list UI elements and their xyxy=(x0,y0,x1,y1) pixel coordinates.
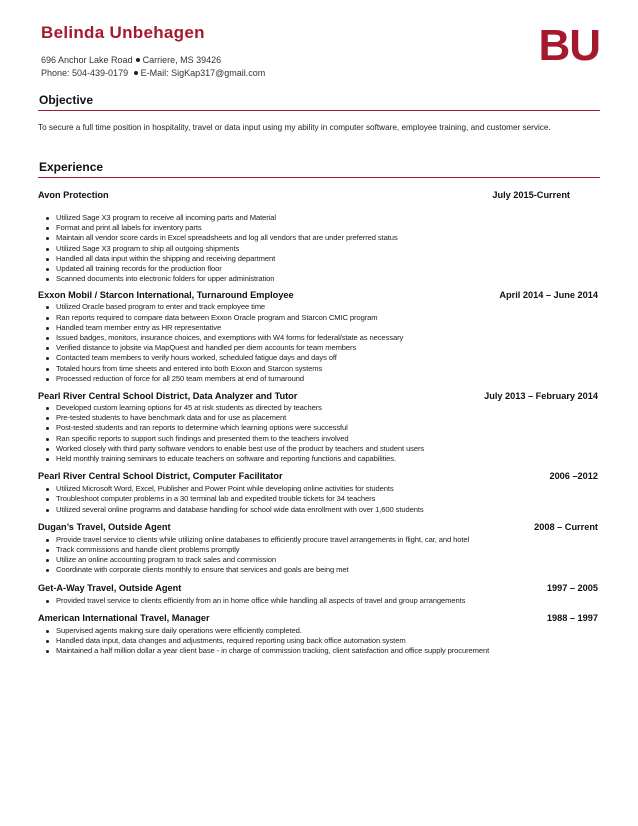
monogram: BU xyxy=(538,21,600,70)
job-entry xyxy=(38,190,600,284)
separator-dot-icon xyxy=(134,71,138,75)
list-item: Supervised agents making sure daily operations were efficiently completed. xyxy=(46,626,600,636)
list-item: Totaled hours from time sheets and entered into both Exxon and Starcon systems xyxy=(46,364,600,374)
list-item: Worked closely with third party software vendors to enable best use of the product by teachers and student users xyxy=(46,444,600,454)
job-title: Get-A-Way Travel, Outside Agent xyxy=(38,582,182,593)
email-address: E-Mail: SigKap317@gmail.com xyxy=(140,68,266,78)
list-item: Troubleshoot computer problems in a 30 terminal lab and expedited trouble tickets for 34 teachers xyxy=(46,494,600,504)
job-title: Pearl River Central School District, Computer Facilitator xyxy=(38,471,283,482)
list-item: Scanned documents into electronic folders for upper administration xyxy=(46,274,600,284)
job-bullets xyxy=(38,626,600,657)
list-item: Processed reduction of force for all 250 team members at end of turnaround xyxy=(46,374,600,384)
job-bullets xyxy=(38,213,600,284)
separator-dot-icon xyxy=(136,58,140,62)
list-item: Utilized Microsoft Word, Excel, Publisher and Power Point while developing online activities for students xyxy=(46,484,600,494)
list-item: Maintain all vendor score cards in Excel spreadsheets and log all vendors that are under preferred status xyxy=(46,233,600,243)
list-item: Utilize an online accounting program to track sales and commission xyxy=(46,555,600,565)
job-bullets xyxy=(38,596,600,606)
section-divider xyxy=(38,110,600,111)
job-header xyxy=(38,290,600,300)
section-divider xyxy=(38,177,600,178)
address-street: 696 Anchor Lake Road xyxy=(41,55,133,65)
job-date: July 2015-Current xyxy=(492,190,570,200)
job-bullets xyxy=(38,535,600,576)
list-item: Utilized Sage X3 program to ship all outgoing shipments xyxy=(46,244,600,254)
objective-text: To secure a full time position in hospitality, travel or data input using my ability in computer software, employee training, and customer service. xyxy=(38,123,551,132)
job-title: Exxon Mobil / Starcon International, Turnaround Employee xyxy=(38,290,294,301)
experience-heading: Experience xyxy=(39,160,104,174)
experience-section xyxy=(38,160,600,178)
job-date: 2008 – Current xyxy=(534,521,598,532)
job-date: April 2014 – June 2014 xyxy=(499,290,598,301)
job-header xyxy=(38,613,600,623)
list-item: Maintained a half million dollar a year client base - in charge of commission tracking, client satisfaction and office supply procurement xyxy=(46,646,600,656)
job-title: American International Travel, Manager xyxy=(38,612,210,623)
job-entry xyxy=(38,613,600,657)
contact-line xyxy=(41,68,265,78)
job-title: Dugan’s Travel, Outside Agent xyxy=(38,521,171,532)
list-item: Post-tested students and ran reports to determine which learning options were successful xyxy=(46,423,600,433)
job-title: Avon Protection xyxy=(38,190,109,200)
list-item: Contacted team members to verify hours worked, scheduled fatigue days and days off xyxy=(46,353,600,363)
job-header xyxy=(38,583,600,593)
job-entry xyxy=(38,583,600,606)
candidate-name: Belinda Unbehagen xyxy=(41,23,205,42)
job-date: 1988 – 1997 xyxy=(546,612,598,623)
list-item: Updated all training records for the production floor xyxy=(46,264,600,274)
job-bullets xyxy=(38,302,600,384)
list-item: Issued badges, monitors, insurance choices, and exemptions with W4 forms for federal/state as necessary xyxy=(46,333,600,343)
job-entry xyxy=(38,522,600,576)
experience-list xyxy=(38,190,600,657)
job-header xyxy=(38,522,600,532)
phone-number: Phone: 504-439-0179 xyxy=(41,68,129,78)
list-item: Provide travel service to clients while utilizing online databases to efficiently procure travel arrangements in flight, car, and hotel xyxy=(46,535,600,545)
objective-heading: Objective xyxy=(39,93,94,107)
job-bullets xyxy=(38,403,600,464)
list-item: Verified distance to jobsite via MapQuest and handled per diem accounts for team members xyxy=(46,343,600,353)
list-item: Handled data input, data changes and adjustments, required reporting using back office automation system xyxy=(46,636,600,646)
list-item: Ran reports required to compare data between Exxon Oracle program and Starcon CMIC program xyxy=(46,313,600,323)
job-header xyxy=(38,391,600,401)
job-title: Pearl River Central School District, Data Analyzer and Tutor xyxy=(38,391,298,402)
address-line xyxy=(41,55,221,65)
list-item: Coordinate with corporate clients monthly to ensure that services and goals are being met xyxy=(46,565,600,575)
list-item: Utilized several online programs and database handling for school wide data enrollment with over 1,600 students xyxy=(46,505,600,515)
list-item: Pre-tested students to have benchmark data and for use as placement xyxy=(46,413,600,423)
resume-header xyxy=(38,0,600,88)
list-item: Provided travel service to clients efficiently from an in home office while handling all aspects of travel and group arrangements xyxy=(46,596,600,606)
list-item: Track commissions and handle client problems promptly xyxy=(46,545,600,555)
list-item: Held monthly training seminars to educate teachers on software and reporting functions and capabilities. xyxy=(46,454,600,464)
list-item: Ran specific reports to support such findings and presented them to the teachers involved xyxy=(46,434,600,444)
list-item: Utilized Oracle based program to enter and track employee time xyxy=(46,302,600,312)
objective-section xyxy=(38,93,600,111)
list-item: Format and print all labels for inventory parts xyxy=(46,223,600,233)
list-item: Handled team member entry as HR representative xyxy=(46,323,600,333)
job-bullets xyxy=(38,484,600,515)
address-city: Carriere, MS 39426 xyxy=(142,55,222,65)
job-entry xyxy=(38,290,600,384)
job-header xyxy=(38,471,600,481)
list-item: Handled all data input within the shipping and receiving department xyxy=(46,254,600,264)
job-entry xyxy=(38,471,600,515)
job-date: 1997 – 2005 xyxy=(546,582,598,593)
job-header xyxy=(38,190,600,200)
list-item: Utilized Sage X3 program to receive all incoming parts and Material xyxy=(46,213,600,223)
job-entry xyxy=(38,391,600,464)
list-item: Developed custom learning options for 45 at risk students as directed by teachers xyxy=(46,403,600,413)
job-date: 2006 –2012 xyxy=(549,471,598,482)
job-date: July 2013 – February 2014 xyxy=(484,391,598,402)
